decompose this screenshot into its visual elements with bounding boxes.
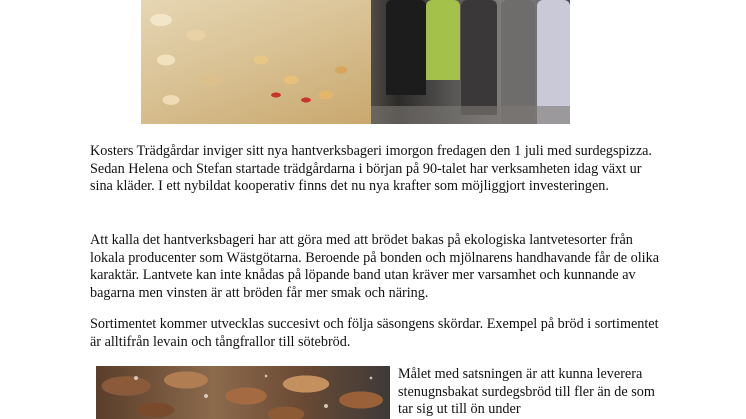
- paragraph-assortment: Sortimentet kommer utvecklas succesivt och följa säsongens skördar. Exempel på bröd i sortimentet är alltifrån levain och tångfrallor till sötebröd.: [90, 316, 659, 350]
- paragraph-intro: Kosters Trädgårdar inviger sitt nya hantverksbageri imorgon fredagen den 1 juli med surdegspizza. Sedan Helena och Stefan startade trädgårdarna i början på 90-talet har verksamheten idag växt ur sina kläder. I ett nybildat kooperativ finns det nu nya krafter som möjliggjort investeringen.: [90, 143, 652, 195]
- bread-table: [141, 0, 371, 124]
- paragraph-goal: Målet med satsningen är att kunna leverera stenugnsbakat surdegsbröd till fler än de som tar sig ut till ön under: [398, 366, 655, 418]
- bakery-team-photo: [141, 0, 570, 124]
- sourdough-bread-photo: [96, 366, 390, 419]
- paragraph-craft-bakery: Att kalla det hantverksbageri har att göra med att brödet bakas på ekologiska lantvetesorter från lokala producenter som Wästgötarna. Beroende på bonden och mjölnarens handhavande får de olika karaktär. Lantvete kan inte knådas på löpande band utan kräver mer varsamhet och kunnande av bagarna men vinsten är att bröden får mer smak och näring.: [90, 232, 660, 301]
